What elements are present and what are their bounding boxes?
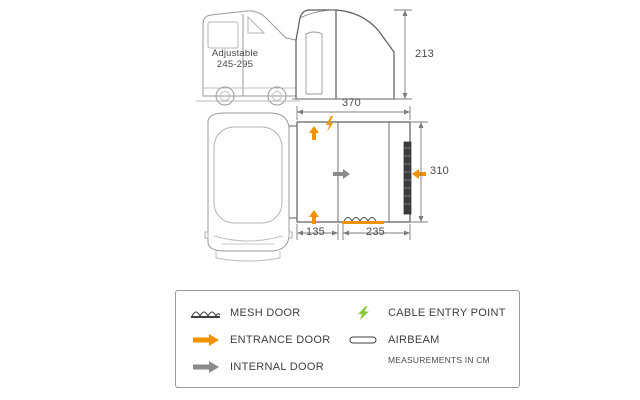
plan-view-vehicle xyxy=(205,113,292,261)
cable-entry-point-icon xyxy=(344,304,384,322)
legend-item-entrance-door xyxy=(186,326,346,353)
legend-label-entrance-door: ENTRANCE DOOR xyxy=(230,333,331,346)
side-view-awning xyxy=(292,10,400,99)
legend-label-mesh-door: MESH DOOR xyxy=(230,306,301,319)
height-dimension-label: 213 xyxy=(415,48,434,60)
adjustable-label-line2: 245-295 xyxy=(216,59,254,70)
airbeam-indicator xyxy=(404,142,411,214)
legend-item-airbeam xyxy=(344,326,516,353)
legend-label-airbeam: AIRBEAM xyxy=(388,333,440,346)
legend-column-left xyxy=(186,299,346,380)
legend-item-mesh-door xyxy=(186,299,346,326)
legend-measurement-note: MEASUREMENTS IN CM xyxy=(388,355,490,365)
legend-panel xyxy=(175,290,520,388)
airbeam-icon xyxy=(344,331,384,349)
dimension-height-213 xyxy=(394,10,412,99)
legend-column-right xyxy=(344,299,516,365)
internal-door-icon xyxy=(186,358,226,376)
width-dimension-label: 370 xyxy=(342,97,361,109)
legend-item-internal-door xyxy=(186,353,346,380)
entrance-door-indicator-front-top xyxy=(309,126,319,140)
internal-door-indicator xyxy=(333,169,350,179)
entrance-door-indicator-rear xyxy=(412,169,426,179)
mesh-door-icon xyxy=(186,304,226,322)
segment-rear-dimension-label: 235 xyxy=(366,226,385,238)
cable-entry-point-indicator xyxy=(326,116,333,132)
mesh-door-indicator xyxy=(342,218,384,225)
adjustable-label xyxy=(208,48,262,70)
depth-dimension-label: 310 xyxy=(430,165,449,177)
legend-label-cable-entry-point: CABLE ENTRY POINT xyxy=(388,306,506,319)
legend-label-internal-door: INTERNAL DOOR xyxy=(230,360,324,373)
adjustable-label-line1: Adjustable xyxy=(211,48,259,59)
plan-view-awning xyxy=(289,122,410,222)
entrance-door-icon xyxy=(186,331,226,349)
legend-item-cable-entry-point xyxy=(344,299,516,326)
segment-front-dimension-label: 135 xyxy=(306,226,325,238)
